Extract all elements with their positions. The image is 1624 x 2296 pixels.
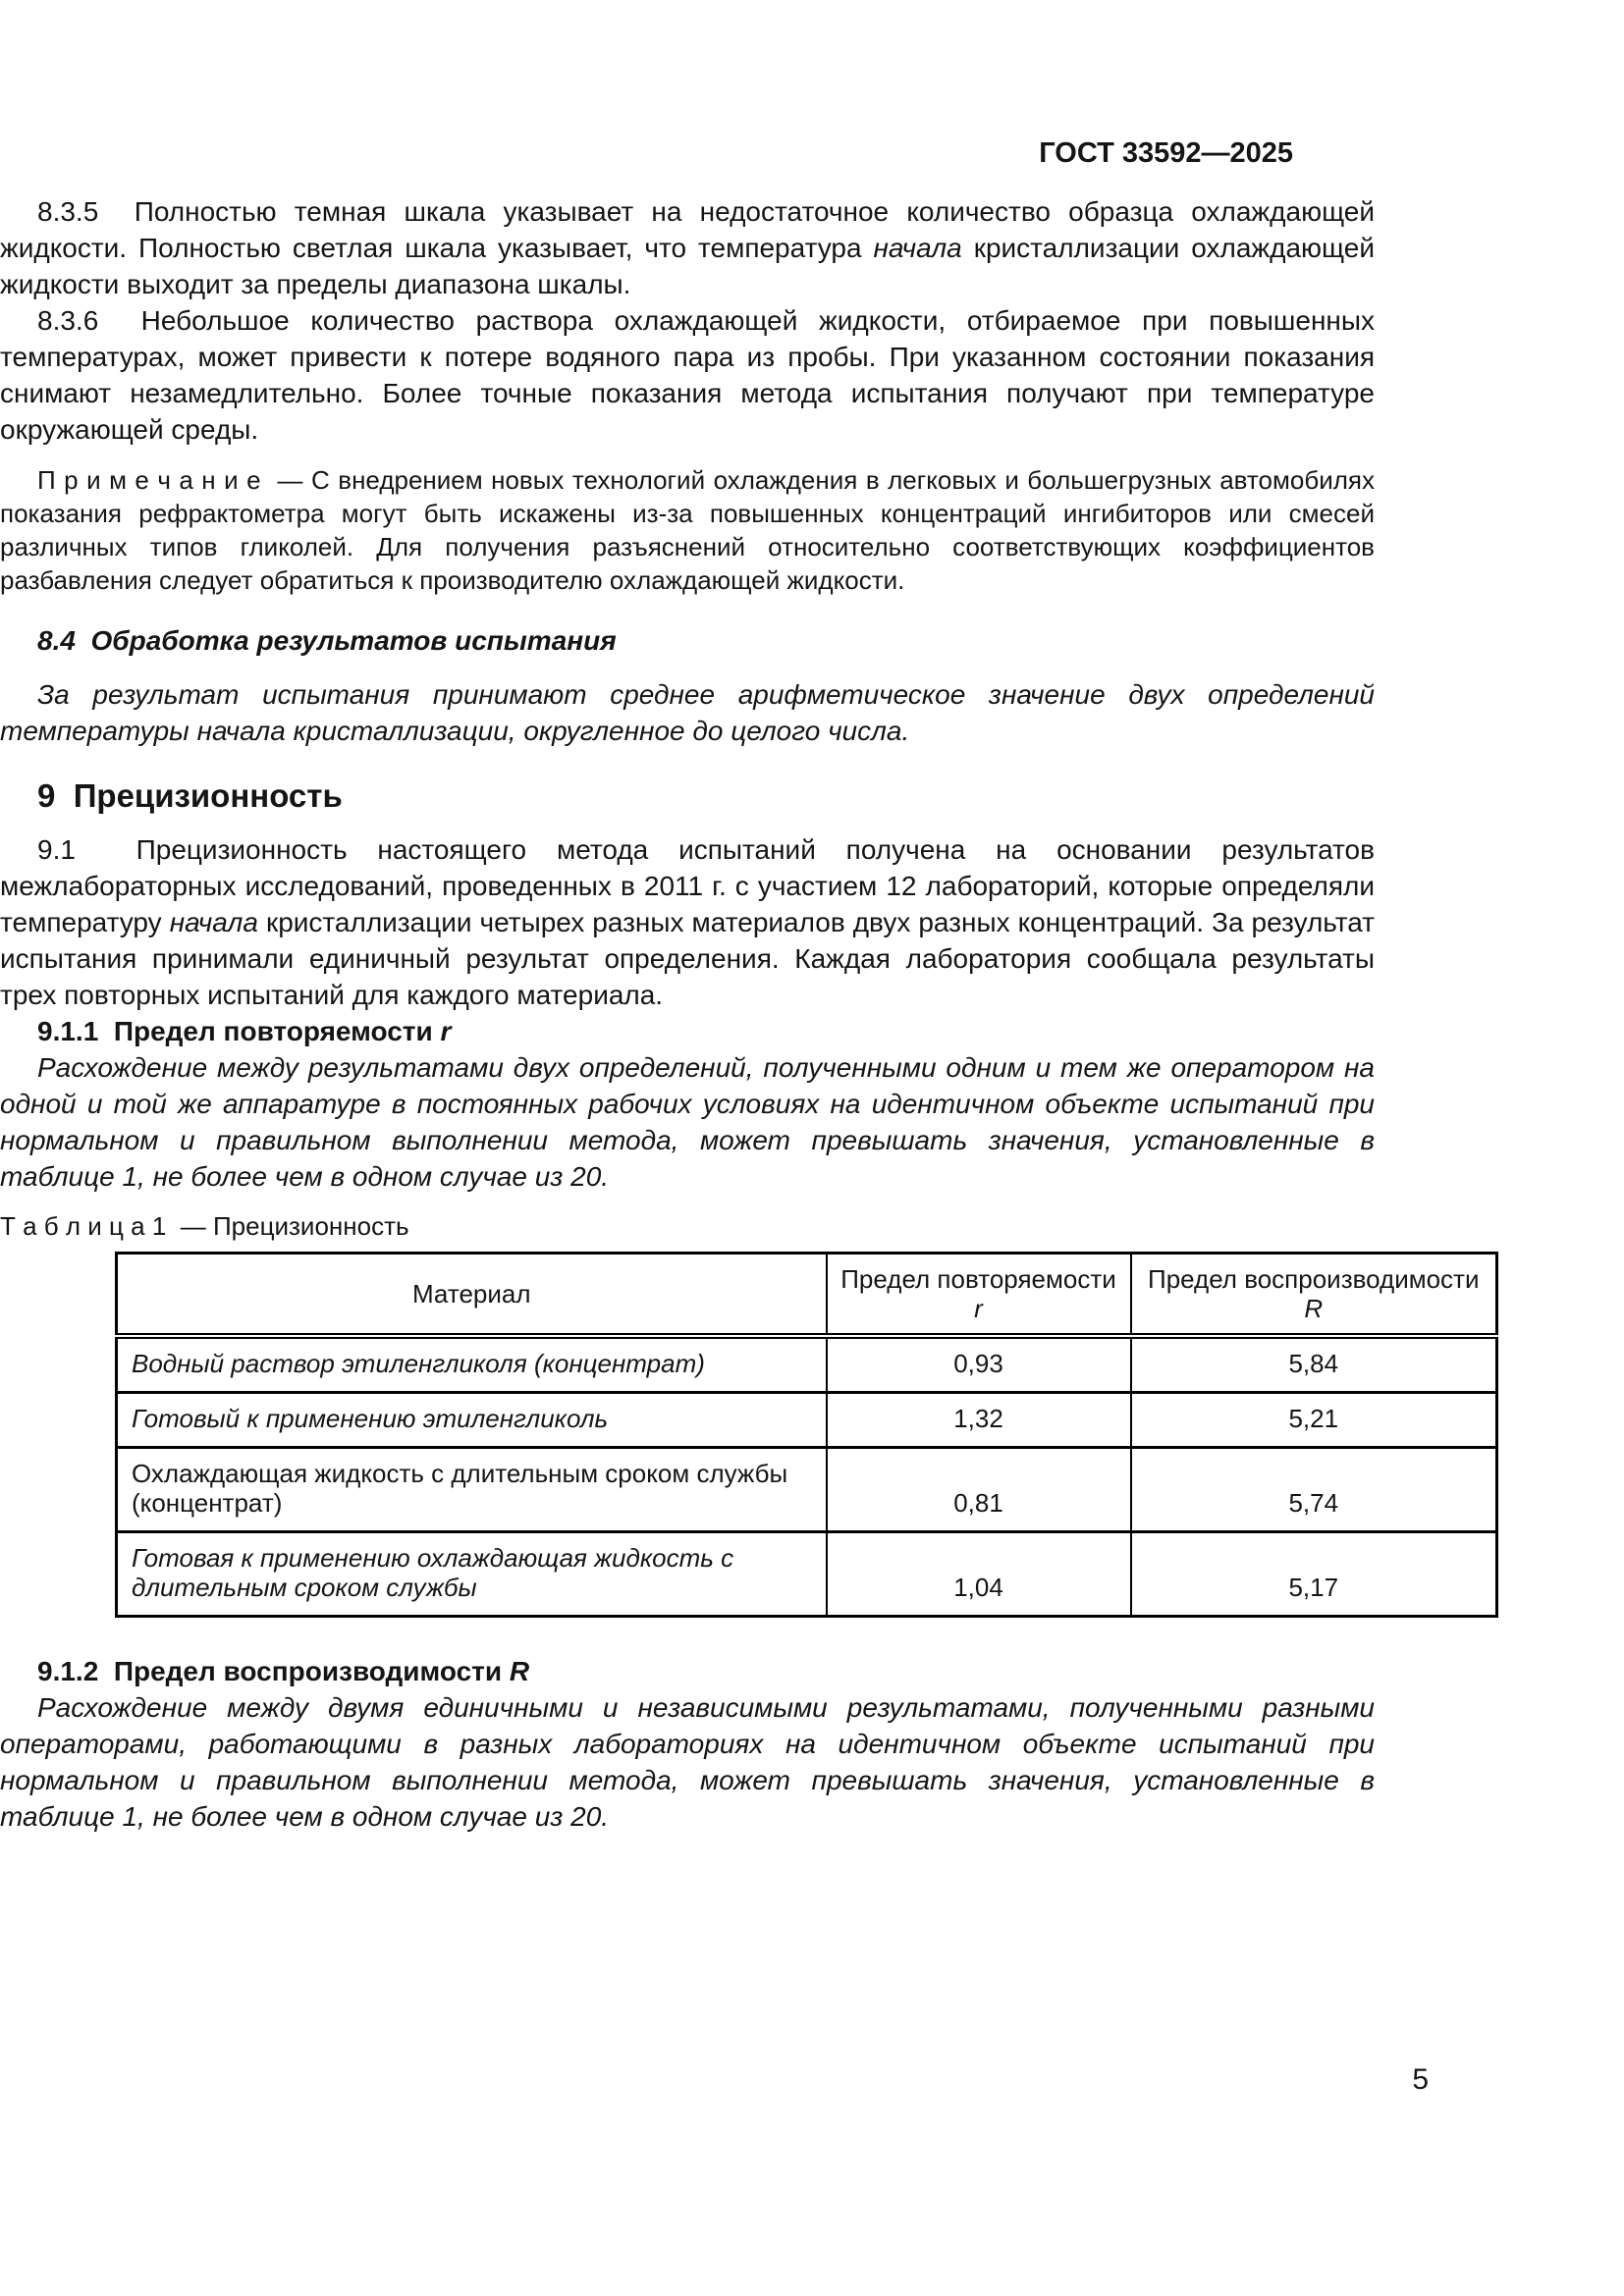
paragraph-8-3-5: 8.3.5 Полностью темная шкала указывает на недостаточное количество образца охлаждающей жидкости. Полностью светлая шкала указывает, что температура начала кристаллизации охлаждающей жидкости выходит за пределы диапазона шкалы. xyxy=(0,196,1375,299)
precision-table xyxy=(115,1252,1498,1618)
col-header-reproducibility-limit: Предел воспроизводимости R xyxy=(1131,1254,1497,1337)
paragraph-8-4: За результат испытания принимают среднее арифметическое значение двух определений температуры начала кристаллизации, округленное до целого числа. xyxy=(0,679,1375,746)
col-header-repeatability-limit: Предел повторяемости r xyxy=(827,1254,1131,1337)
col-header-material: Материал xyxy=(117,1254,827,1337)
material-cell: Готовый к применению этиленгликоль xyxy=(117,1393,827,1448)
table-row xyxy=(117,1393,1497,1448)
repeatability-value-cell: 1,04 xyxy=(827,1532,1131,1617)
repeatability-value-cell: 0,93 xyxy=(827,1336,1131,1393)
table-row xyxy=(117,1448,1497,1532)
repeatability-value-cell: 1,32 xyxy=(827,1393,1131,1448)
heading-9: 9 Прецизионность xyxy=(37,777,343,814)
paragraph-9-1-2: Расхождение между двумя единичными и независимыми результатами, полученными разными операторами, работающими в разных лабораториях на идентичном объекте испытаний при нормальном и правильном выполнении метода, может превышать значения, установленные в таблице 1, не более чем в одном случае из 20. xyxy=(0,1692,1375,1832)
material-cell: Охлаждающая жидкость с длительным сроком службы (концентрат) xyxy=(117,1448,827,1532)
material-cell: Водный раствор этиленгликоля (концентрат) xyxy=(117,1336,827,1393)
heading-8-4: 8.4 Обработка результатов испытания xyxy=(37,625,617,656)
reproducibility-value-cell: 5,84 xyxy=(1131,1336,1497,1393)
table-caption: Т а б л и ц а 1 — Прецизионность xyxy=(0,1211,409,1241)
paragraph-8-3-6: 8.3.6 Небольшое количество раствора охлаждающей жидкости, отбираемое при повышенных температурах, может привести к потере водяного пара из пробы. При указанном состоянии показания снимают незамедлительно. Более точные показания метода испытания получают при температуре окружающей среды. xyxy=(0,305,1375,445)
reproducibility-value-cell: 5,74 xyxy=(1131,1448,1497,1532)
paragraph-9-1: 9.1 Прецизионность настоящего метода испытаний получена на основании результатов межлабораторных исследований, проведенных в 2011 г. с участием 12 лабораторий, которые определяли температуру начала кристаллизации четырех разных материалов двух разных концентраций. За результат испытания принимали единичный результат определения. Каждая лаборатория сообщала результаты трех повторных испытаний для каждого материала. xyxy=(0,834,1375,1010)
reproducibility-value-cell: 5,17 xyxy=(1131,1532,1497,1617)
reproducibility-value-cell: 5,21 xyxy=(1131,1393,1497,1448)
table-row xyxy=(117,1336,1497,1393)
paragraph-9-1-1: Расхождение между результатами двух определений, полученными одним и тем же оператором на одной и той же аппаратуре в постоянных рабочих условиях на идентичном объекте испытаний при нормальном и правильном выполнении метода, может превышать значения, установленные в таблице 1, не более чем в одном случае из 20. xyxy=(0,1052,1375,1192)
repeatability-value-cell: 0,81 xyxy=(827,1448,1131,1532)
heading-9-1-2: 9.1.2 Предел воспроизводимости R xyxy=(37,1656,530,1686)
page-number: 5 xyxy=(1412,2063,1429,2096)
note-paragraph: П р и м е ч а н и е — С внедрением новых технологий охлаждения в легковых и большегрузных автомобилях показания рефрактометра могут быть искажены из-за повышенных концентраций ингибиторов или смесей различных типов гликолей. Для получения разъяснений относительно соответствующих коэффициентов разбавления следует обратиться к производителю охлаждающей жидкости. xyxy=(0,465,1375,595)
table-row xyxy=(117,1532,1497,1617)
heading-9-1-1: 9.1.1 Предел повторяемости r xyxy=(37,1016,452,1046)
table-header-row xyxy=(117,1254,1497,1337)
material-cell: Готовая к применению охлаждающая жидкость с длительным сроком службы xyxy=(117,1532,827,1617)
standard-number-header: ГОСТ 33592—2025 xyxy=(1039,137,1293,169)
